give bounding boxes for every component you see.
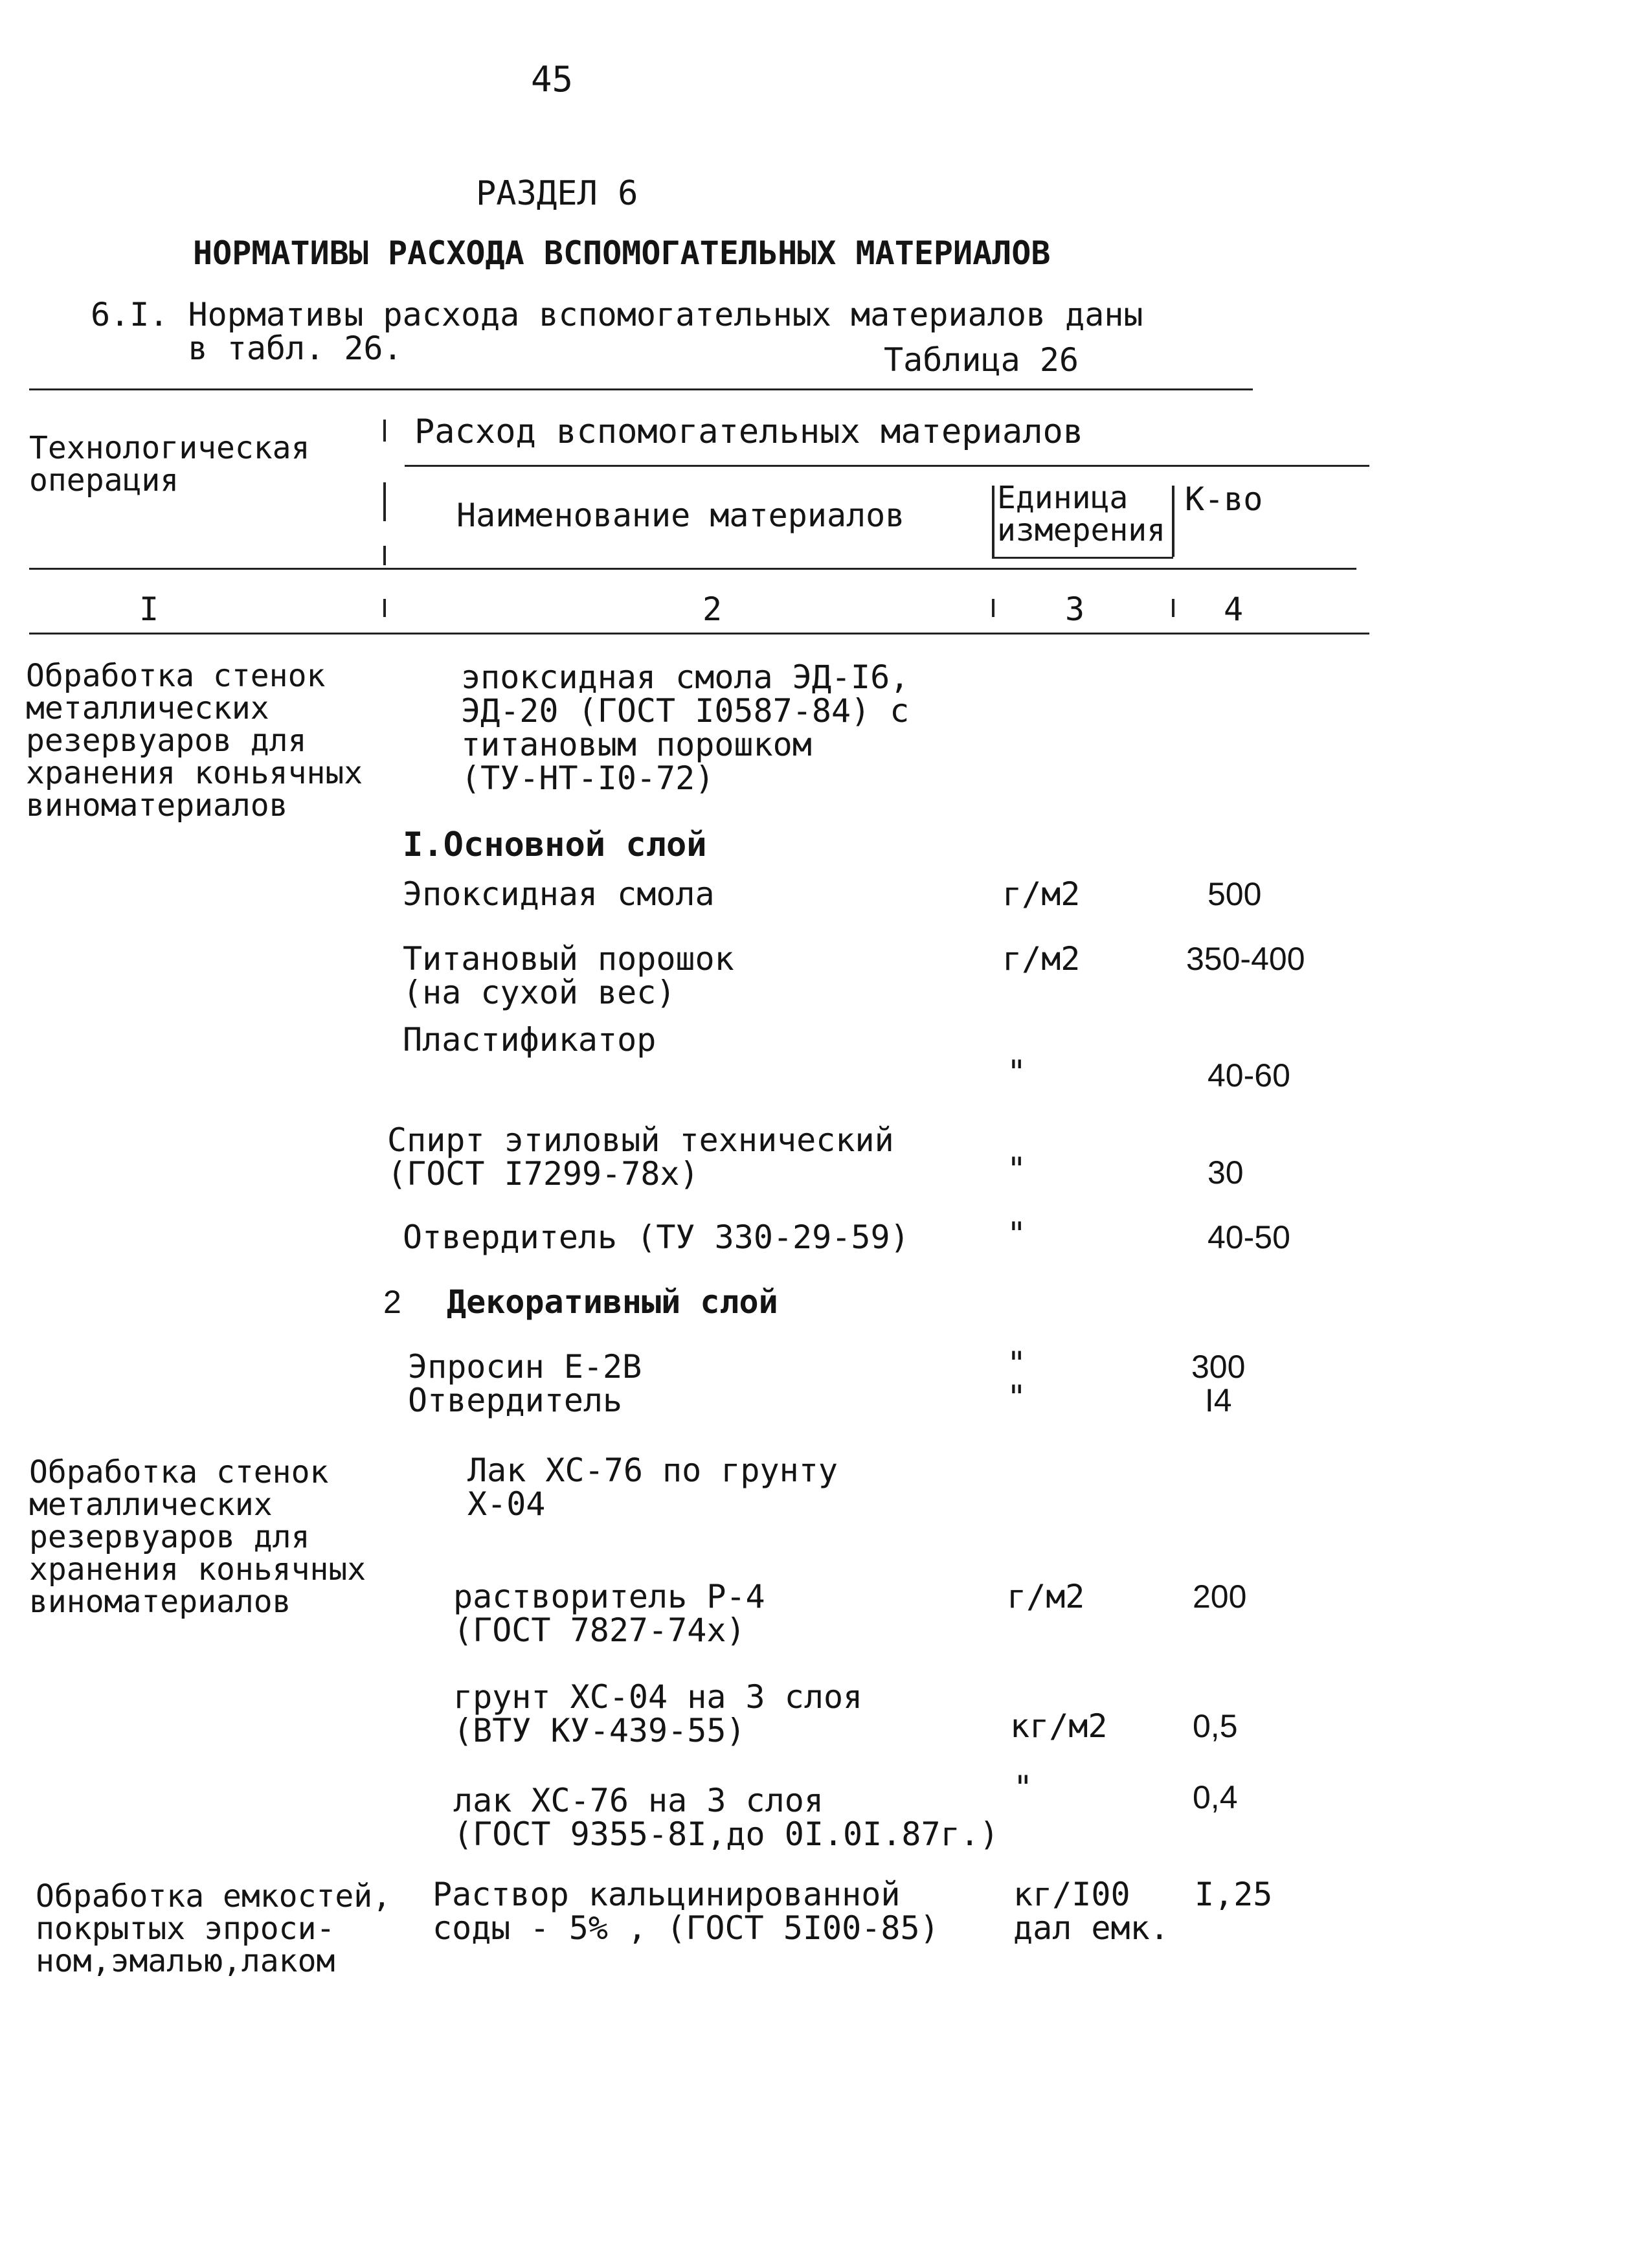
layer1-quantity: 40-60: [1208, 1057, 1290, 1094]
layer1-material-name: Отвердитель (ТУ 330-29-59): [403, 1218, 910, 1256]
layer2-material-names: Эпросин Е-2В Отвердитель: [408, 1348, 642, 1419]
section-title: НОРМАТИВЫ РАСХОДА ВСПОМОГАТЕЛЬНЫХ МАТЕРИАЛОВ: [193, 234, 1051, 272]
column-separator: [992, 599, 994, 617]
block3-quantity: I,25: [1195, 1876, 1273, 1913]
block2-operation: Обработка стенок металлических резервуаров для хранения коньячных виноматериалов: [29, 1454, 366, 1620]
group-underline: [405, 465, 1369, 467]
layer2-units: " ": [1007, 1345, 1027, 1416]
column-number-1: I: [139, 590, 159, 628]
section-label: РАЗДЕЛ 6: [476, 174, 638, 213]
layer1-quantity: 30: [1208, 1154, 1244, 1191]
numbers-bottom-rule: [29, 633, 1369, 634]
header-unit: Единица измерения: [997, 480, 1166, 548]
block2-unit: г/м2: [1007, 1578, 1085, 1615]
column-separator: [383, 482, 386, 521]
layer1-material-name: Титановый порошок (на сухой вес): [403, 940, 734, 1011]
layer1-unit: ": [1007, 1151, 1027, 1188]
block2-unit: ": [1013, 1769, 1033, 1806]
block3-material-name: Раствор кальцинированной соды - 5% , (ГОСТ 5I00-85): [432, 1876, 939, 1947]
header-material-name: Наименование материалов: [456, 497, 905, 534]
block2-material-name: растворитель Р-4 (ГОСТ 7827-74x): [453, 1578, 765, 1649]
layer1-unit: ": [1007, 1053, 1027, 1091]
layer1-unit: г/м2: [1002, 875, 1081, 913]
layer1-material-name: Пластификатор: [403, 1021, 657, 1059]
block3-operation: Обработка емкостей, покрытых эпроси- ном,эмалью,лаком: [36, 1878, 392, 1979]
layer1-quantity: 350-400: [1186, 941, 1305, 977]
column-separator: [383, 599, 386, 617]
column-number-4: 4: [1224, 590, 1244, 628]
page-number: 45: [531, 59, 574, 100]
block3-unit: кг/I00 дал емк.: [1013, 1876, 1169, 1947]
block1-operation: Обработка стенок металлических резервуаров для хранения коньячных виноматериалов: [26, 658, 363, 824]
layer1-unit: ": [1007, 1215, 1027, 1253]
layer1-unit: г/м2: [1002, 940, 1081, 978]
block2-unit: кг/м2: [1010, 1707, 1108, 1745]
column-separator: [992, 486, 994, 557]
layer1-material-name: Эпоксидная смола: [403, 875, 715, 913]
table-caption: Таблица 26: [884, 341, 1079, 379]
header-operation: Технологическая операция: [29, 430, 310, 499]
block1-layer2-number: 2: [383, 1284, 401, 1320]
column-number-3: 3: [1065, 590, 1085, 628]
layer1-quantity: 500: [1208, 876, 1262, 912]
column-separator: [383, 546, 386, 565]
column-number-2: 2: [702, 590, 723, 628]
header-bottom-rule: [29, 568, 1356, 570]
block2-material-name: лак ХС-76 на 3 слоя (ГОСТ 9355-8I,до 0I.0I.87г.): [453, 1782, 999, 1853]
block2-quantity: 0,5: [1193, 1708, 1238, 1744]
table-top-rule: [29, 388, 1253, 390]
unit-header-underline: [992, 557, 1173, 559]
column-separator: [1172, 599, 1174, 617]
block2-quantity: 0,4: [1193, 1779, 1238, 1815]
column-separator: [1172, 486, 1174, 557]
block1-layer1-title: I.Основной слой: [403, 825, 707, 864]
header-material-group: Расход вспомогательных материалов: [414, 412, 1084, 451]
block1-layer2-title: Декоративный слой: [447, 1283, 778, 1321]
layer1-quantity: 40-50: [1208, 1219, 1290, 1255]
header-quantity: К-во: [1185, 480, 1263, 518]
block2-quantity: 200: [1193, 1578, 1247, 1615]
layer1-material-name: Спирт этиловый технический (ГОСТ I7299-78x): [387, 1121, 894, 1193]
layer2-quantities: 300 I4: [1191, 1349, 1246, 1419]
block2-material-name: грунт ХС-04 на 3 слоя (ВТУ КУ-439-55): [453, 1678, 863, 1749]
column-separator: [383, 420, 386, 442]
intro-paragraph: 6.I. Нормативы расхода вспомогательных материалов даны в табл. 26.: [91, 296, 1143, 367]
block1-material-intro: эпоксидная смола ЭД-I6, ЭД-20 (ГОСТ I0587-84) с титановым порошком (ТУ-НТ-I0-72): [461, 658, 910, 797]
block2-material-intro: Лак ХС-76 по грунту Х-04: [467, 1452, 838, 1523]
